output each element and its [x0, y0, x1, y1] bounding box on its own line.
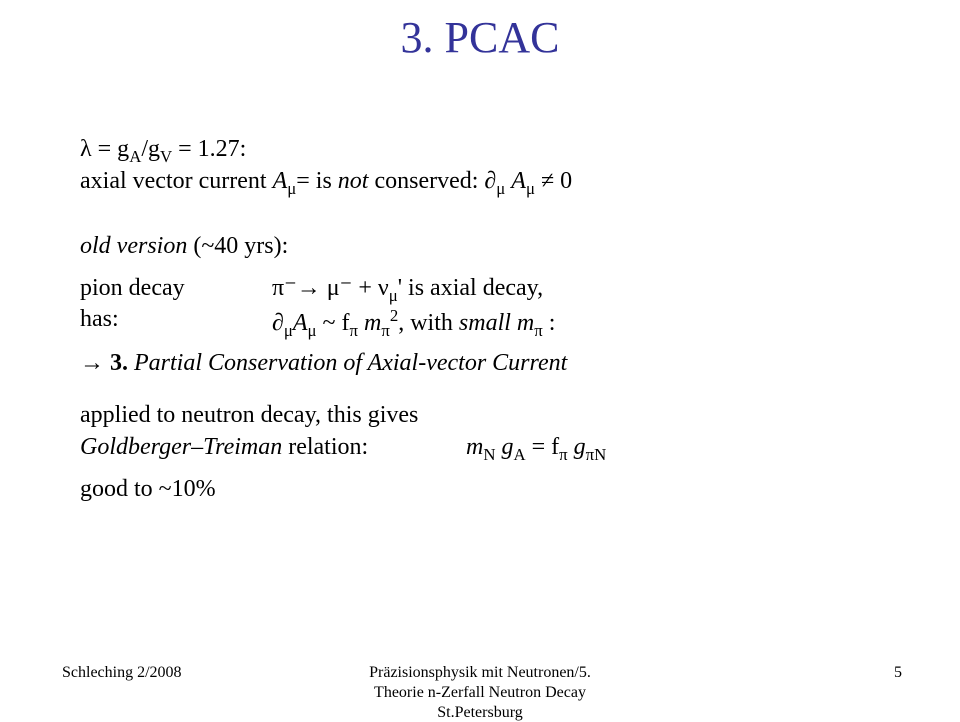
axial-mu-1: μ: [287, 178, 297, 198]
axial-not: not: [337, 168, 369, 194]
has-m: m: [358, 310, 382, 336]
gt-sub-n: N: [483, 444, 496, 464]
has-relation: [272, 306, 555, 340]
old-version-label: old version: [80, 233, 188, 259]
gt-relation: relation:: [282, 434, 369, 460]
gt-eq: = f: [525, 434, 560, 460]
axial-text-1: axial vector current: [80, 168, 273, 194]
pion-decay-reaction: [272, 275, 543, 305]
gt-equation: [466, 434, 606, 464]
axial-text-2: = is: [296, 168, 338, 194]
slide-title: 3. PCAC: [400, 13, 560, 62]
has-a: A: [292, 310, 308, 336]
lambda-ratio-line: [80, 136, 246, 166]
pcac-text: Partial Conservation of Axial-vector Current: [128, 350, 568, 376]
has-pi-3: π: [534, 320, 543, 340]
gt-name: Goldberger–Treiman: [80, 434, 283, 460]
has-mu-2: μ: [307, 320, 317, 340]
old-version-line: [80, 233, 288, 261]
has-pi-2: π: [381, 320, 390, 340]
lambda-symbol: λ: [80, 136, 92, 162]
axial-a-2: A: [505, 168, 526, 194]
has-label: has:: [80, 306, 119, 332]
axial-mu-3: μ: [525, 178, 535, 198]
lambda-slash-part: /g: [141, 136, 160, 162]
neutrino-mu-subscript: μ: [388, 285, 398, 305]
footer-center-line-3: St.Petersburg: [437, 704, 523, 721]
axial-text-3: conserved: ∂: [368, 168, 497, 194]
subscript-v: V: [159, 146, 173, 166]
has-small-m: small m: [458, 310, 535, 336]
axial-current-line: [80, 168, 572, 198]
pcac-number: 3.: [110, 350, 128, 376]
has-partial: ∂: [272, 310, 284, 336]
has-pi-1: π: [349, 320, 358, 340]
axial-text-4: ≠ 0: [534, 168, 573, 194]
has-mu-1: μ: [283, 320, 293, 340]
gt-sub-a: A: [513, 444, 526, 464]
has-square: 2: [389, 306, 399, 325]
axial-a: A: [272, 168, 288, 194]
footer-center-line-2: Theorie n-Zerfall Neutron Decay: [374, 684, 586, 701]
has-approx: ~ f: [316, 310, 350, 336]
gt-sub-pi: π: [559, 444, 568, 464]
old-version-years: (~40 yrs):: [187, 233, 289, 259]
footer-center-line-1: Präzisionsphysik mit Neutronen/5.: [369, 664, 591, 681]
pion-decay-label: pion decay: [80, 275, 185, 301]
subscript-a: A: [129, 146, 142, 166]
has-colon: :: [542, 310, 556, 336]
pion-decay-tail: ' is axial decay,: [397, 275, 544, 301]
has-with: , with: [398, 310, 459, 336]
gt-g2: g: [567, 434, 586, 460]
pion-reaction: π⁻→ μ⁻ + ν: [272, 275, 389, 301]
page-number: 5: [894, 664, 902, 681]
gt-m: m: [466, 434, 484, 460]
axial-mu-2: μ: [496, 178, 506, 198]
footer-left: Schleching 2/2008: [62, 664, 182, 681]
applied-line: applied to neutron decay, this gives: [80, 402, 419, 428]
gt-label: [80, 434, 368, 462]
lambda-value: = 1.27:: [172, 136, 247, 162]
accuracy-line: good to ~10%: [80, 476, 216, 502]
pcac-arrow: →: [80, 350, 110, 376]
gt-sub-pin: πN: [585, 444, 607, 464]
lambda-eq-part: = g: [91, 136, 130, 162]
pcac-line: [80, 350, 567, 378]
gt-g: g: [495, 434, 514, 460]
